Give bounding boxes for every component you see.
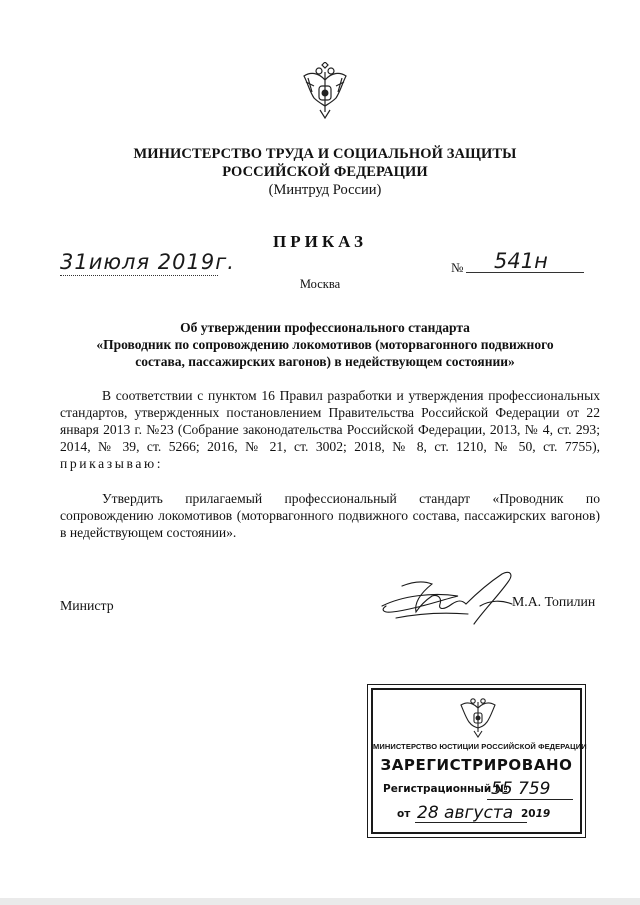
order-subject	[60, 319, 590, 370]
order-date-handwritten: 31июля 2019г.	[60, 250, 235, 274]
ministry-short-name: (Минтруд России)	[268, 182, 382, 198]
paragraph-1-decree-word: приказываю:	[60, 456, 164, 471]
stamp-year-suffix: 19	[535, 808, 551, 820]
ministry-header	[60, 145, 590, 200]
stamp-registration-number: 55 759	[491, 779, 551, 799]
order-number-label: №	[451, 260, 464, 275]
body-paragraph-1	[60, 387, 600, 472]
date-underline	[60, 275, 218, 276]
stamp-coat-of-arms-icon	[459, 696, 497, 738]
signatory-name: М.А. Топилин	[512, 594, 596, 609]
stamp-registration-date: 28 августа	[417, 803, 514, 823]
signatory-position: Министр	[60, 598, 114, 613]
subject-line1: Об утверждении профессионального стандарта	[180, 320, 470, 335]
subject-line3: состава, пассажирских вагонов) в недействующем состоянии»	[135, 354, 515, 369]
ministry-name-line1: МИНИСТЕРСТВО ТРУДА И СОЦИАЛЬНОЙ ЗАЩИТЫ	[133, 146, 517, 162]
registration-stamp	[371, 688, 587, 834]
stamp-number-underline	[487, 799, 573, 800]
stamp-organization: МИНИСТЕРСТВО ЮСТИЦИИ РОССИЙСКОЙ ФЕДЕРАЦИИ	[373, 742, 587, 751]
stamp-from-label: от	[397, 808, 411, 820]
order-city: Москва	[299, 277, 341, 291]
order-number-handwritten: 541н	[494, 249, 548, 273]
subject-line2: «Проводник по сопровождению локомотивов (моторвагонного подвижного	[96, 337, 554, 352]
paragraph-1-text: В соответствии с пунктом 16 Правил разработки и утверждения профессиональных стандартов, утвержденных постановлением Правительства Российской Федерации от 22 января 2013 г. №23 (Собрание законодательства Российской Федерации, 2013, № 4, ст. 293; 2014, № 39, ст. 5266; 2016, № 21, ст. 3002; 2018, № 8, ст. 1210, № 50, ст. 7755),	[60, 388, 600, 454]
stamp-year	[521, 808, 550, 820]
order-title: ПРИКАЗ	[273, 232, 367, 251]
body-paragraph-2: Утвердить прилагаемый профессиональный стандарт «Проводник по сопровождению локомотивов (моторвагонного подвижного состава, пассажирских вагонов) в недействующем состоянии».	[60, 491, 600, 540]
stamp-registration-number-label: Регистрационный №	[383, 783, 508, 795]
stamp-registered-label: ЗАРЕГИСТРИРОВАНО	[380, 756, 573, 774]
ministry-name-line2: РОССИЙСКОЙ ФЕДЕРАЦИИ	[222, 164, 428, 180]
scan-bottom-edge	[0, 898, 640, 905]
russian-coat-of-arms-icon	[300, 62, 350, 122]
stamp-year-prefix: 20	[521, 808, 536, 820]
